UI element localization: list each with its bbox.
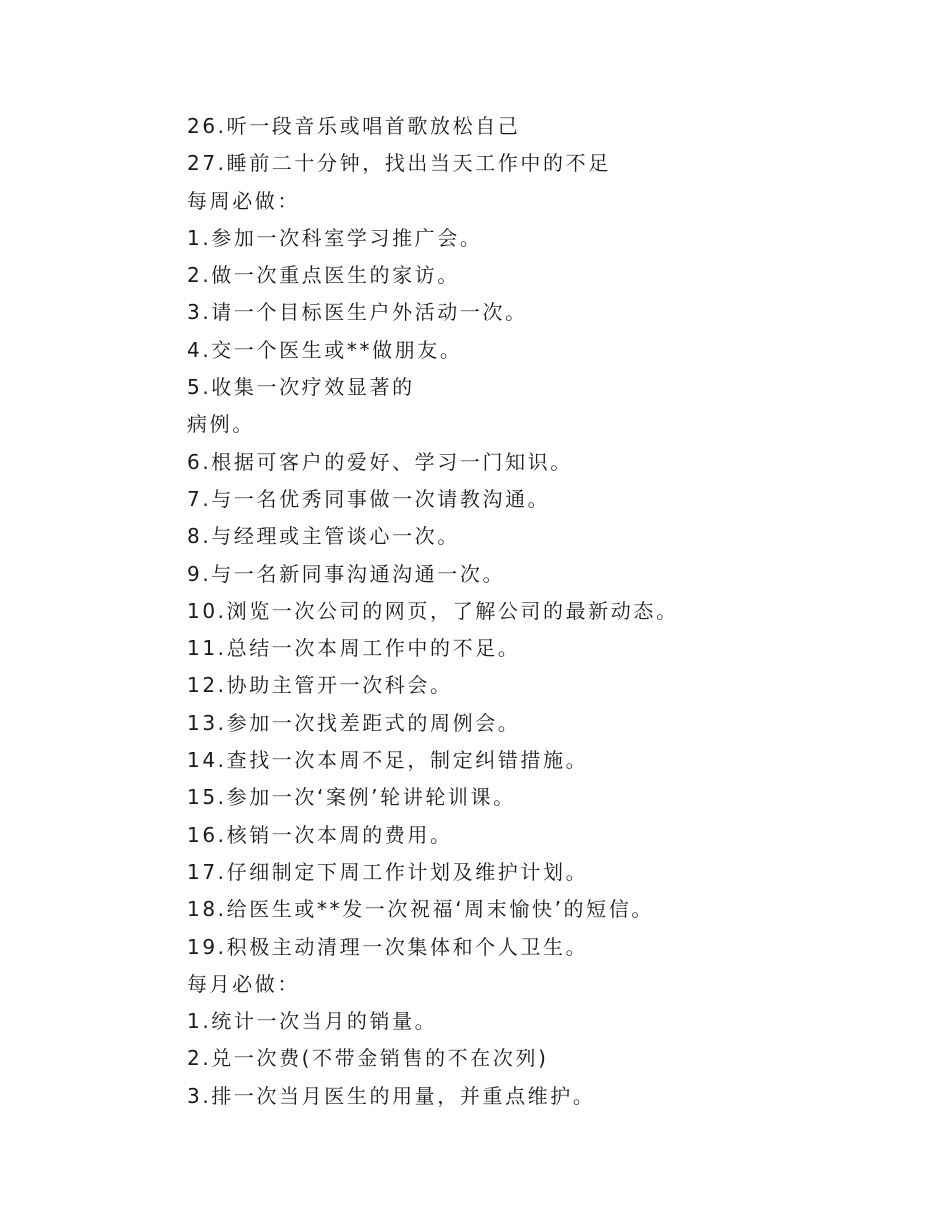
monthly-item-2: 2.兑一次费(不带金销售的不在次列): [187, 1046, 549, 1071]
weekly-item-12: 12.协助主管开一次科会。: [187, 673, 453, 698]
weekly-item-15: 15.参加一次‘案例’轮讲轮训课。: [187, 785, 516, 810]
weekly-item-5: 5.收集一次疗效显著的: [187, 375, 415, 400]
weekly-heading: 每周必做：: [187, 188, 300, 213]
weekly-item-7: 7.与一名优秀同事做一次请教沟通。: [187, 486, 551, 511]
weekly-item-19: 19.积极主动清理一次集体和个人卫生。: [187, 934, 589, 959]
weekly-item-3: 3.请一个目标医生户外活动一次。: [187, 300, 528, 325]
weekly-item-9: 9.与一名新同事沟通沟通一次。: [187, 561, 506, 586]
monthly-item-3: 3.排一次当月医生的用量，并重点维护。: [187, 1083, 596, 1108]
weekly-item-11: 11.总结一次本周工作中的不足。: [187, 636, 521, 661]
weekly-item-6: 6.根据可客户的爱好、学习一门知识。: [187, 449, 573, 474]
monthly-item-1: 1.统计一次当月的销量。: [187, 1009, 438, 1034]
weekly-item-2: 2.做一次重点医生的家访。: [187, 263, 460, 288]
weekly-item-16: 16.核销一次本周的费用。: [187, 822, 453, 847]
weekly-item-5-continued: 病例。: [187, 412, 255, 437]
weekly-item-17: 17.仔细制定下周工作计划及维护计划。: [187, 859, 589, 884]
monthly-heading: 每月必做：: [187, 971, 300, 996]
weekly-item-1: 1.参加一次科室学习推广会。: [187, 225, 483, 250]
weekly-item-13: 13.参加一次找差距式的周例会。: [187, 710, 521, 735]
item-26-daily: 26.听一段音乐或唱首歌放松自己: [187, 114, 521, 138]
weekly-item-10: 10.浏览一次公司的网页，了解公司的最新动态。: [187, 598, 679, 623]
document-body: [187, 108, 907, 1115]
weekly-item-14: 14.查找一次本周不足，制定纠错措施。: [187, 748, 589, 773]
item-27-daily: 27.睡前二十分钟，找出当天工作中的不足: [187, 151, 611, 176]
weekly-item-4: 4.交一个医生或**做朋友。: [187, 337, 463, 362]
weekly-item-8: 8.与经理或主管谈心一次。: [187, 524, 460, 549]
weekly-item-18: 18.给医生或**发一次祝福‘周末愉快’的短信。: [187, 897, 654, 922]
